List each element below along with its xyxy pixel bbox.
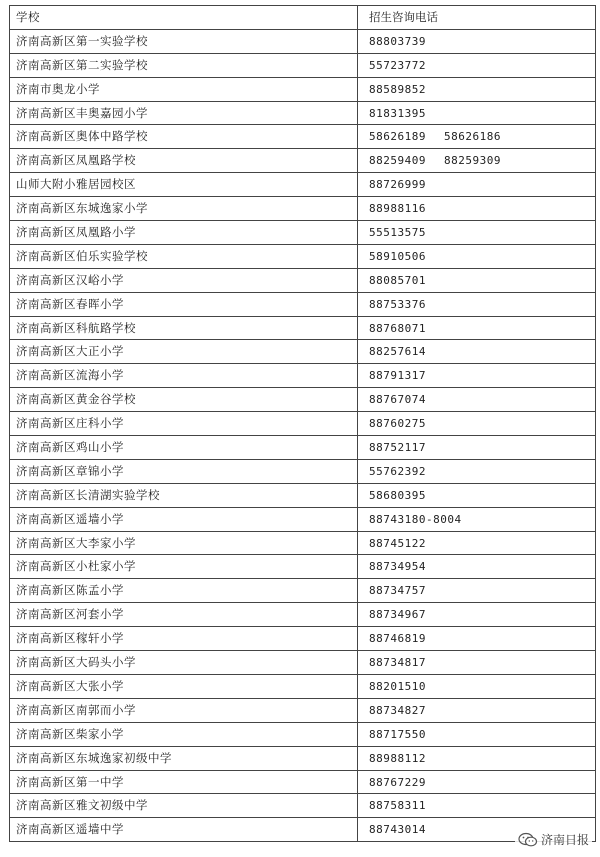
table-row — [10, 460, 596, 484]
header-phone: 招生咨询电话 — [358, 6, 596, 30]
table-row — [10, 269, 596, 293]
table-row — [10, 78, 596, 102]
phone-number: 88589852 — [369, 82, 426, 96]
phone-number: 88259309 — [443, 154, 501, 168]
phone-cell — [358, 675, 596, 699]
school-name-cell: 济南高新区春晖小学 — [10, 293, 358, 317]
phone-number: 88768071 — [369, 321, 426, 335]
phone-cell — [358, 723, 596, 747]
school-name-cell: 济南高新区章锦小学 — [10, 460, 358, 484]
school-name-cell: 济南高新区长清湖实验学校 — [10, 484, 358, 508]
phone-number: 88760275 — [369, 417, 426, 431]
phone-number: 88988116 — [369, 202, 426, 216]
school-name-cell: 济南高新区第一中学 — [10, 771, 358, 795]
phone-cell — [358, 412, 596, 436]
phone-number: 88745122 — [369, 536, 426, 550]
school-name-cell: 济南市奥龙小学 — [10, 78, 358, 102]
phone-number: 88734967 — [369, 608, 426, 622]
school-name-cell: 济南高新区鸡山小学 — [10, 436, 358, 460]
school-name-cell: 济南高新区科航路学校 — [10, 317, 358, 341]
phone-cell — [358, 173, 596, 197]
phone-cell — [358, 651, 596, 675]
school-name-cell: 济南高新区遥墙中学 — [10, 818, 358, 842]
phone-cell — [358, 771, 596, 795]
phone-cell — [358, 699, 596, 723]
phone-number: 88734817 — [369, 656, 426, 670]
table-row — [10, 651, 596, 675]
phone-number: 55762392 — [369, 464, 426, 478]
school-name-cell: 济南高新区东城逸家小学 — [10, 197, 358, 221]
phone-number: 58680395 — [369, 488, 426, 502]
table-row — [10, 723, 596, 747]
table-row — [10, 149, 596, 173]
phone-cell — [358, 747, 596, 771]
school-name-cell: 济南高新区东城逸家初级中学 — [10, 747, 358, 771]
phone-number: 88743014 — [369, 823, 426, 837]
school-name-cell: 济南高新区凤凰路学校 — [10, 149, 358, 173]
school-name-cell: 济南高新区大李家小学 — [10, 532, 358, 556]
table-row — [10, 54, 596, 78]
school-name-cell: 济南高新区第一实验学校 — [10, 30, 358, 54]
phone-cell — [358, 484, 596, 508]
phone-number: 88752117 — [369, 441, 426, 455]
table-row — [10, 245, 596, 269]
phone-number: 88743180-8004 — [369, 512, 462, 526]
phone-cell — [358, 197, 596, 221]
phone-cell — [358, 794, 596, 818]
school-name-cell: 济南高新区柴家小学 — [10, 723, 358, 747]
phone-number: 88753376 — [369, 297, 426, 311]
table-row — [10, 30, 596, 54]
table-row — [10, 317, 596, 341]
phone-number: 88734757 — [369, 584, 426, 598]
phone-number: 88746819 — [369, 632, 426, 646]
phone-number: 88988112 — [369, 751, 426, 765]
phone-cell — [358, 30, 596, 54]
school-name-cell: 济南高新区凤凰路小学 — [10, 221, 358, 245]
table-row — [10, 436, 596, 460]
phone-number: 58626186 — [443, 130, 501, 144]
phone-number: 88717550 — [369, 727, 426, 741]
phone-cell — [358, 317, 596, 341]
table-row — [10, 102, 596, 126]
phone-number: 88734827 — [369, 703, 426, 717]
phone-number: 88767229 — [369, 775, 426, 789]
school-name-cell: 济南高新区南郭而小学 — [10, 699, 358, 723]
school-name-cell: 济南高新区庄科小学 — [10, 412, 358, 436]
table-header-row — [10, 6, 596, 30]
phone-number: 88791317 — [369, 369, 426, 383]
wechat-icon — [518, 832, 538, 848]
school-name-cell: 山师大附小雅居园校区 — [10, 173, 358, 197]
phone-cell — [358, 603, 596, 627]
table-row — [10, 293, 596, 317]
table-row — [10, 221, 596, 245]
phone-cell — [358, 125, 596, 149]
table-row — [10, 555, 596, 579]
school-name-cell: 济南高新区河套小学 — [10, 603, 358, 627]
phone-cell — [358, 508, 596, 532]
table-row — [10, 771, 596, 795]
school-name-cell: 济南高新区汉峪小学 — [10, 269, 358, 293]
phone-cell — [358, 532, 596, 556]
table-row — [10, 173, 596, 197]
table-row — [10, 125, 596, 149]
school-name-cell: 济南高新区大张小学 — [10, 675, 358, 699]
school-name-cell: 济南高新区伯乐实验学校 — [10, 245, 358, 269]
phone-number: 58626189 — [369, 130, 426, 144]
table-row — [10, 388, 596, 412]
table-row — [10, 508, 596, 532]
phone-number: 58910506 — [369, 249, 426, 263]
phone-number: 88259409 — [369, 154, 426, 168]
school-name-cell: 济南高新区流海小学 — [10, 364, 358, 388]
school-name-cell: 济南高新区小杜家小学 — [10, 555, 358, 579]
school-name-cell: 济南高新区奥体中路学校 — [10, 125, 358, 149]
school-name-cell: 济南高新区稼轩小学 — [10, 627, 358, 651]
phone-number: 88201510 — [369, 679, 426, 693]
school-name-cell: 济南高新区第二实验学校 — [10, 54, 358, 78]
phone-number: 88767074 — [369, 393, 426, 407]
school-name-cell: 济南高新区遥墙小学 — [10, 508, 358, 532]
phone-cell — [358, 245, 596, 269]
table-row — [10, 197, 596, 221]
table-row — [10, 484, 596, 508]
school-name-cell: 济南高新区大正小学 — [10, 340, 358, 364]
school-name-cell: 济南高新区大码头小学 — [10, 651, 358, 675]
phone-number: 88734954 — [369, 560, 426, 574]
table-row — [10, 627, 596, 651]
phone-number: 88758311 — [369, 799, 426, 813]
school-name-cell: 济南高新区黄金谷学校 — [10, 388, 358, 412]
phone-cell — [358, 627, 596, 651]
phone-number: 81831395 — [369, 106, 426, 120]
phone-number: 55723772 — [369, 58, 426, 72]
phone-cell — [358, 149, 596, 173]
phone-number: 55513575 — [369, 226, 426, 240]
watermark — [515, 830, 592, 849]
phone-cell — [358, 78, 596, 102]
phone-cell — [358, 293, 596, 317]
phone-number: 88803739 — [369, 34, 426, 48]
table-row — [10, 364, 596, 388]
phone-cell — [358, 269, 596, 293]
phone-cell — [358, 579, 596, 603]
phone-cell — [358, 340, 596, 364]
header-school: 学校 — [10, 6, 358, 30]
school-name-cell: 济南高新区雅文初级中学 — [10, 794, 358, 818]
table-row — [10, 603, 596, 627]
phone-number: 88257614 — [369, 345, 426, 359]
phone-number: 88726999 — [369, 178, 426, 192]
table-row — [10, 532, 596, 556]
school-phone-table — [9, 5, 596, 842]
school-name-cell: 济南高新区陈孟小学 — [10, 579, 358, 603]
table-row — [10, 747, 596, 771]
table-row — [10, 579, 596, 603]
table-row — [10, 340, 596, 364]
table-row — [10, 675, 596, 699]
table-row — [10, 794, 596, 818]
table-row — [10, 412, 596, 436]
phone-cell — [358, 555, 596, 579]
phone-cell — [358, 54, 596, 78]
phone-cell — [358, 364, 596, 388]
phone-cell — [358, 221, 596, 245]
watermark-text: 济南日报 — [540, 833, 589, 847]
phone-cell — [358, 460, 596, 484]
phone-cell — [358, 436, 596, 460]
phone-number: 88085701 — [369, 273, 426, 287]
table-row — [10, 699, 596, 723]
school-name-cell: 济南高新区丰奥嘉园小学 — [10, 102, 358, 126]
phone-cell — [358, 102, 596, 126]
table-row — [10, 818, 596, 842]
phone-cell — [358, 388, 596, 412]
